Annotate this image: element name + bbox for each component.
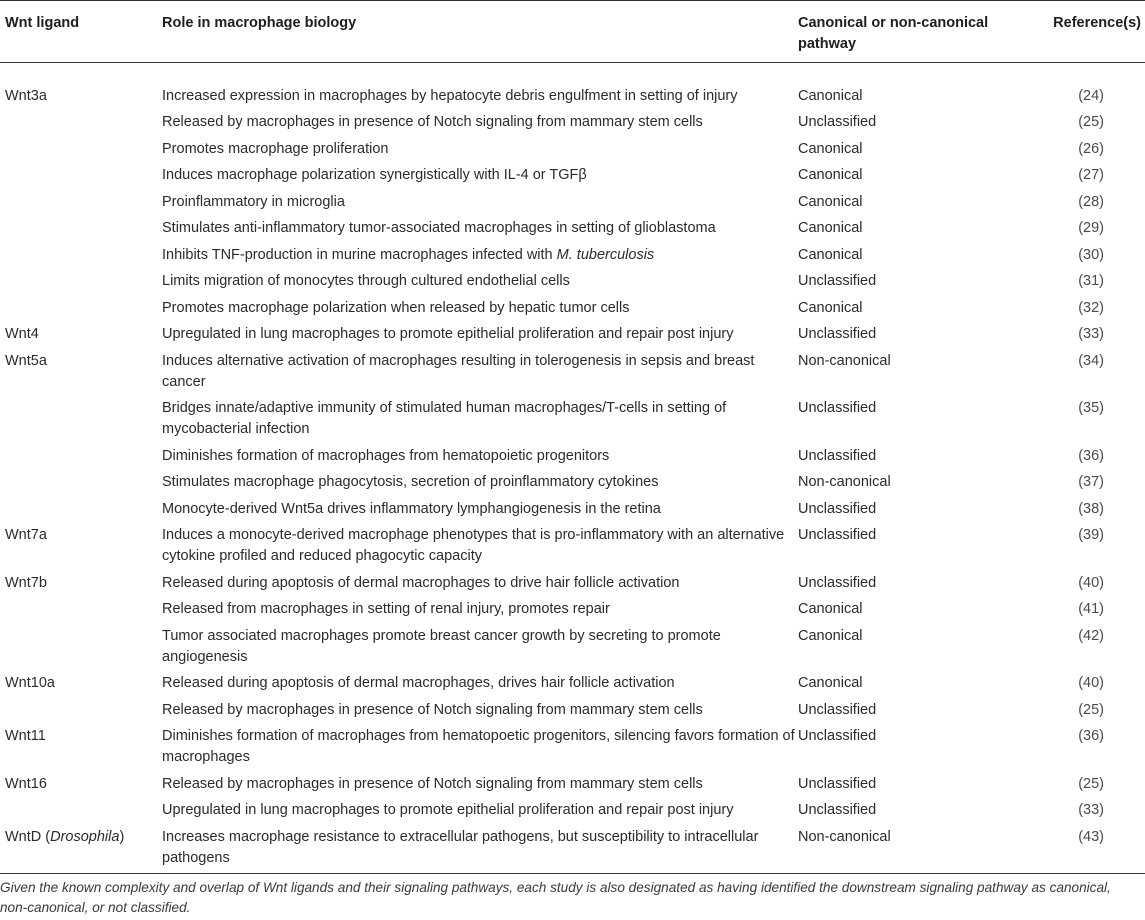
table-row <box>0 467 1145 494</box>
role-text: Inhibits TNF-production in murine macrophages infected with <box>162 246 557 263</box>
ligand-text: WntD ( <box>5 828 51 845</box>
cell-reference: (42) <box>1078 627 1104 644</box>
ligand-suffix: ) <box>119 828 125 845</box>
role-text: Increases macrophage resistance to extracellular pathogens, but susceptibility to intracellular pathogens <box>162 828 759 866</box>
cell-reference: (38) <box>1078 500 1104 517</box>
cell-reference: (25) <box>1078 114 1104 130</box>
role-text: Induces macrophage polarization synergistically with IL-4 or TGFβ <box>162 167 587 183</box>
table-row <box>0 620 1145 668</box>
cell-wnt-ligand <box>0 768 162 795</box>
cell-reference: (41) <box>1078 601 1104 617</box>
cell-reference: (33) <box>1078 802 1104 818</box>
table-row <box>0 107 1145 134</box>
table-row <box>0 768 1145 795</box>
role-text: Released during apoptosis of dermal macrophages to drive hair follicle activation <box>162 574 680 591</box>
cell-reference: (31) <box>1078 273 1104 289</box>
ligand-text: Wnt10a <box>5 675 55 691</box>
cell-wnt-ligand <box>0 186 162 213</box>
cell-role <box>162 493 798 520</box>
table-row <box>0 493 1145 520</box>
cell-pathway: Canonical <box>798 193 863 210</box>
cell-reference: (36) <box>1078 728 1104 744</box>
cell-role <box>162 694 798 721</box>
cell-reference: (39) <box>1078 527 1104 543</box>
role-text: Released by macrophages in presence of Notch signaling from mammary stem cells <box>162 114 703 130</box>
role-text: Released from macrophages in setting of renal injury, promotes repair <box>162 601 610 617</box>
ligand-text: Wnt7a <box>5 527 47 543</box>
cell-reference: (26) <box>1078 140 1104 157</box>
cell-role <box>162 107 798 134</box>
cell-reference: (33) <box>1078 326 1104 342</box>
cell-role <box>162 668 798 695</box>
cell-pathway: Canonical <box>798 140 863 157</box>
table-row <box>0 721 1145 769</box>
table-row <box>0 520 1145 568</box>
cell-role <box>162 345 798 393</box>
cell-role <box>162 160 798 187</box>
cell-wnt-ligand <box>0 345 162 393</box>
cell-role <box>162 213 798 240</box>
cell-role <box>162 768 798 795</box>
cell-reference: (25) <box>1078 701 1104 718</box>
cell-role <box>162 467 798 494</box>
table-row <box>0 160 1145 187</box>
cell-pathway: Unclassified <box>798 114 877 130</box>
role-text: Diminishes formation of macrophages from hematopoietic progenitors <box>162 447 610 464</box>
cell-pathway: Unclassified <box>798 701 877 718</box>
cell-wnt-ligand <box>0 266 162 293</box>
cell-reference: (27) <box>1078 167 1104 183</box>
cell-pathway: Unclassified <box>798 500 877 517</box>
table-caption: Given the known complexity and overlap of Wnt ligands and their signaling pathways, each study is also designated as having identified the downstream signaling pathway as canonical, non-canonical, or not classified. <box>0 880 1111 915</box>
cell-reference: (25) <box>1078 775 1104 792</box>
role-text: Released by macrophages in presence of Notch signaling from mammary stem cells <box>162 775 703 792</box>
ligand-species: Drosophila <box>50 828 120 845</box>
cell-pathway: Unclassified <box>798 728 877 744</box>
role-text: Induces alternative activation of macrophages resulting in tolerogenesis in sepsis and breast cancer <box>162 352 755 390</box>
cell-role <box>162 186 798 213</box>
table-row <box>0 239 1145 266</box>
role-text: Limits migration of monocytes through cultured endothelial cells <box>162 273 570 289</box>
cell-role <box>162 520 798 568</box>
role-text: Upregulated in lung macrophages to promote epithelial proliferation and repair post injury <box>162 802 734 818</box>
role-organism: M. tuberculosis <box>556 246 655 263</box>
cell-wnt-ligand <box>0 63 162 107</box>
ligand-text: Wnt7b <box>5 574 47 591</box>
ligand-text: Wnt5a <box>5 352 47 369</box>
cell-wnt-ligand <box>0 467 162 494</box>
table-row <box>0 821 1145 873</box>
ligand-text: Wnt16 <box>5 775 47 792</box>
cell-pathway: Unclassified <box>798 273 877 289</box>
role-text: Proinflammatory in microglia <box>162 193 345 210</box>
header-references: Reference(s) <box>1008 1 1145 63</box>
cell-reference: (32) <box>1078 299 1104 316</box>
role-text: Stimulates anti-inflammatory tumor-associated macrophages in setting of glioblastoma <box>162 220 716 236</box>
cell-wnt-ligand <box>0 213 162 240</box>
table-row <box>0 319 1145 346</box>
table-row <box>0 440 1145 467</box>
table-row <box>0 186 1145 213</box>
cell-reference: (43) <box>1008 821 1145 873</box>
cell-reference: (29) <box>1078 220 1104 236</box>
cell-reference: (28) <box>1078 193 1104 210</box>
role-text: Induces a monocyte-derived macrophage phenotypes that is pro-inflammatory with an alternative cytokine profiled and reduced phagocytic capacity <box>162 527 785 564</box>
role-text: Promotes macrophage polarization when released by hepatic tumor cells <box>162 299 630 316</box>
cell-pathway: Unclassified <box>798 802 877 818</box>
cell-role <box>162 292 798 319</box>
header-wnt-ligand: Wnt ligand <box>0 1 162 63</box>
cell-pathway: Canonical <box>798 87 863 104</box>
cell-reference: (40) <box>1078 574 1104 591</box>
table-row <box>0 292 1145 319</box>
ligand-text: Wnt3a <box>5 87 47 104</box>
table-row <box>0 63 1145 107</box>
cell-role <box>162 567 798 594</box>
cell-wnt-ligand <box>0 440 162 467</box>
cell-wnt-ligand <box>0 694 162 721</box>
header-pathway: Canonical or non-canonical pathway <box>798 1 1008 63</box>
role-text: Released by macrophages in presence of Notch signaling from mammary stem cells <box>162 701 703 718</box>
cell-role <box>162 133 798 160</box>
role-text: Stimulates macrophage phagocytosis, secretion of proinflammatory cytokines <box>162 474 659 490</box>
cell-role <box>162 319 798 346</box>
cell-pathway: Canonical <box>798 627 863 644</box>
cell-wnt-ligand <box>0 821 162 873</box>
cell-role <box>162 721 798 769</box>
cell-pathway: Unclassified <box>798 447 877 464</box>
cell-pathway: Non-canonical <box>798 821 1008 873</box>
cell-wnt-ligand <box>0 393 162 441</box>
cell-reference: (35) <box>1078 400 1104 416</box>
cell-pathway: Non-canonical <box>798 474 891 490</box>
table-row <box>0 213 1145 240</box>
cell-reference: (37) <box>1078 474 1104 490</box>
cell-pathway: Canonical <box>798 675 863 691</box>
role-text: Bridges innate/adaptive immunity of stimulated human macrophages/T-cells in setting of mycobacterial infection <box>162 400 727 437</box>
cell-role <box>162 795 798 822</box>
cell-wnt-ligand <box>0 668 162 695</box>
cell-pathway: Canonical <box>798 167 863 183</box>
table-row <box>0 795 1145 822</box>
table-row <box>0 345 1145 393</box>
table-row <box>0 266 1145 293</box>
cell-wnt-ligand <box>0 620 162 668</box>
cell-reference: (30) <box>1078 246 1104 263</box>
cell-pathway: Unclassified <box>798 527 877 543</box>
role-text: Promotes macrophage proliferation <box>162 140 389 157</box>
cell-role <box>162 620 798 668</box>
cell-reference: (40) <box>1078 675 1104 691</box>
table-row <box>0 594 1145 621</box>
cell-pathway: Canonical <box>798 220 863 236</box>
role-text: Diminishes formation of macrophages from hematopoetic progenitors, silencing favors formation of macrophages <box>162 728 795 765</box>
cell-pathway: Unclassified <box>798 775 877 792</box>
role-text: Monocyte-derived Wnt5a drives inflammatory lymphangiogenesis in the retina <box>162 500 661 517</box>
cell-reference: (24) <box>1078 87 1104 104</box>
cell-pathway: Unclassified <box>798 574 877 591</box>
cell-reference: (36) <box>1078 447 1104 464</box>
cell-wnt-ligand <box>0 239 162 266</box>
cell-role <box>162 239 798 266</box>
role-text: Increased expression in macrophages by hepatocyte debris engulfment in setting of injury <box>162 87 738 104</box>
cell-role <box>162 594 798 621</box>
cell-wnt-ligand <box>0 520 162 568</box>
cell-wnt-ligand <box>0 795 162 822</box>
table-row <box>0 567 1145 594</box>
cell-role <box>162 821 798 873</box>
ligand-text: Wnt11 <box>5 728 46 744</box>
table-row <box>0 668 1145 695</box>
cell-role <box>162 393 798 441</box>
role-text: Released during apoptosis of dermal macrophages, drives hair follicle activation <box>162 675 675 691</box>
cell-role <box>162 63 798 107</box>
header-role: Role in macrophage biology <box>162 1 798 63</box>
cell-pathway: Canonical <box>798 246 863 263</box>
cell-wnt-ligand <box>0 292 162 319</box>
cell-wnt-ligand <box>0 594 162 621</box>
ligand-text: Wnt4 <box>5 326 39 342</box>
role-text: Tumor associated macrophages promote breast cancer growth by secreting to promote angiogenesis <box>162 627 721 665</box>
cell-wnt-ligand <box>0 160 162 187</box>
cell-role <box>162 266 798 293</box>
cell-pathway: Unclassified <box>798 400 877 416</box>
table-row <box>0 133 1145 160</box>
cell-pathway: Unclassified <box>798 326 877 342</box>
table-header-row <box>0 1 1145 63</box>
cell-pathway: Non-canonical <box>798 352 891 369</box>
table-row <box>0 393 1145 441</box>
cell-wnt-ligand <box>0 493 162 520</box>
table-row <box>0 694 1145 721</box>
cell-wnt-ligand <box>0 721 162 769</box>
cell-wnt-ligand <box>0 567 162 594</box>
cell-wnt-ligand <box>0 319 162 346</box>
cell-pathway: Canonical <box>798 601 863 617</box>
role-text: Upregulated in lung macrophages to promote epithelial proliferation and repair post injury <box>162 326 734 342</box>
cell-role <box>162 440 798 467</box>
cell-pathway: Canonical <box>798 299 863 316</box>
cell-reference: (34) <box>1078 352 1104 369</box>
cell-wnt-ligand <box>0 133 162 160</box>
cell-wnt-ligand <box>0 107 162 134</box>
